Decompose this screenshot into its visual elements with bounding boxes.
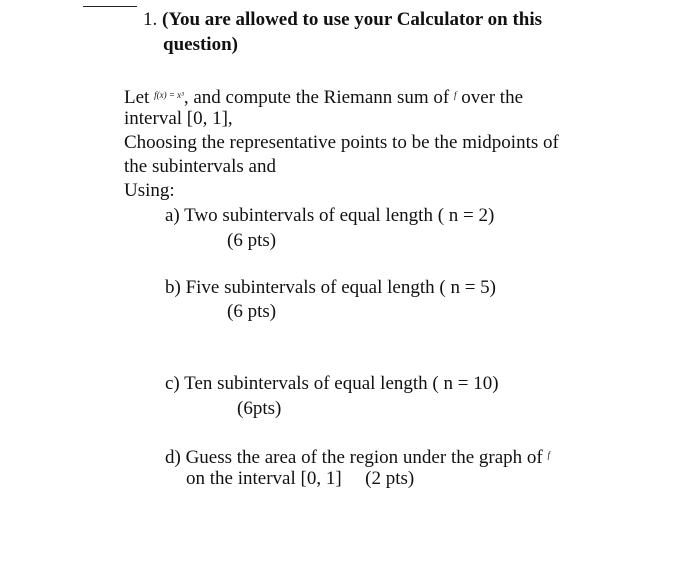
part-b-points: (6 pts) (227, 301, 277, 322)
part-c-text: c) Ten subintervals of equal length ( n = 10) (165, 373, 499, 394)
question-number: 1. (143, 9, 158, 30)
choosing-line1: Choosing the representative points to be the midpoints of (124, 132, 559, 153)
f-symbol: f (454, 90, 457, 100)
part-d-text (165, 443, 550, 470)
using-label: Using: (124, 180, 175, 201)
part-d-f-symbol: f (547, 450, 551, 460)
question-header-line2: question) (163, 34, 238, 55)
function-expression: f(x) = x³ (154, 90, 184, 100)
part-d-line2 (186, 467, 414, 491)
top-rule (83, 6, 137, 7)
part-b-text: b) Five subintervals of equal length ( n = 5) (165, 277, 497, 298)
over-the-text: over the (461, 87, 524, 108)
interval-line: interval [0, 1], (124, 108, 233, 129)
part-c-points: (6pts) (237, 398, 282, 419)
part-d-points: (2 pts) (365, 468, 415, 489)
question-header-line1 (143, 8, 542, 32)
choosing-line2: the subintervals and (124, 156, 276, 177)
intro-line1 (124, 83, 523, 110)
let-word: Let (124, 87, 150, 108)
part-d-interval: on the interval [0, 1] (186, 468, 342, 489)
question-header-text: (You are allowed to use your Calculator on this (162, 9, 543, 30)
intro-after-func: , and compute the Riemann sum of (183, 87, 450, 108)
part-d-text-main: d) Guess the area of the region under the graph of (165, 447, 543, 468)
part-a-text: a) Two subintervals of equal length ( n = 2) (165, 205, 495, 226)
part-a-points: (6 pts) (227, 230, 277, 251)
